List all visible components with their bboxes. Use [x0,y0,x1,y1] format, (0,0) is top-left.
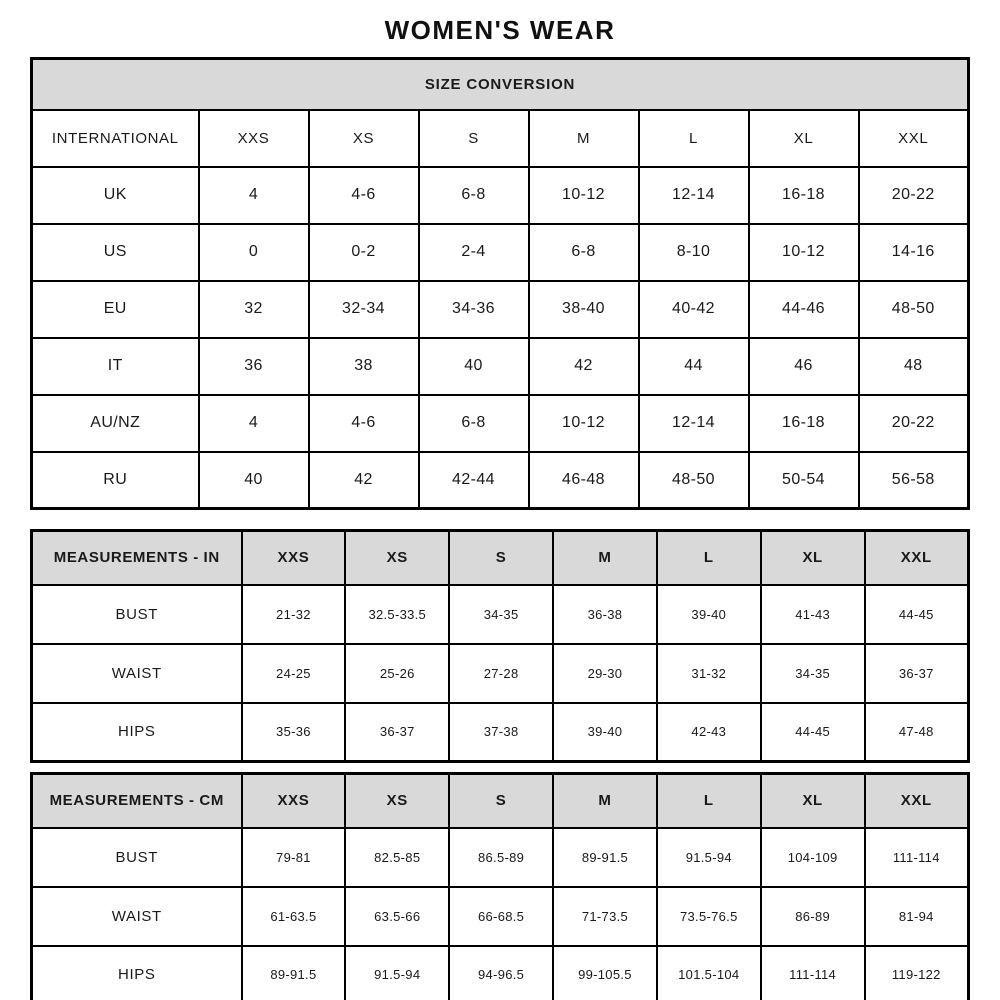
row-label-cell: WAIST [32,887,242,946]
value-cell: 14-16 [859,224,969,281]
value-cell: 38-40 [529,281,639,338]
size-header-cell: XL [761,774,865,828]
value-cell: 94-96.5 [449,946,553,1000]
value-cell: 42-43 [657,703,761,762]
table-row-waist-in [32,644,969,703]
value-cell: 20-22 [859,395,969,452]
row-label-cell: BUST [32,828,242,887]
row-label-cell: US [32,224,199,281]
value-cell: 12-14 [639,167,749,224]
measurements-cm-header-row [32,774,969,828]
measurements-in-header: MEASUREMENTS - IN [32,531,242,585]
table-row-hips-cm [32,946,969,1000]
size-header-row [32,110,969,167]
value-cell: 82.5-85 [345,828,449,887]
value-cell: 91.5-94 [345,946,449,1000]
value-cell: 40-42 [639,281,749,338]
table-row-us [32,224,969,281]
value-cell: 32 [199,281,309,338]
value-cell: 42 [309,452,419,509]
value-cell: 31-32 [657,644,761,703]
size-header-cell: XXL [865,531,969,585]
value-cell: 111-114 [865,828,969,887]
table-row-aunz [32,395,969,452]
value-cell: 89-91.5 [553,828,657,887]
value-cell: 48 [859,338,969,395]
table-row-eu [32,281,969,338]
value-cell: 46 [749,338,859,395]
size-header-cell: S [449,774,553,828]
size-header-cell: XL [749,110,859,167]
value-cell: 27-28 [449,644,553,703]
row-label-cell: UK [32,167,199,224]
value-cell: 4-6 [309,167,419,224]
value-cell: 0-2 [309,224,419,281]
measurements-in-header-row [32,531,969,585]
size-header-cell: XXS [242,531,346,585]
size-conversion-banner: SIZE CONVERSION [32,59,969,110]
value-cell: 4-6 [309,395,419,452]
row-label-cell: RU [32,452,199,509]
size-header-cell: XXS [199,110,309,167]
value-cell: 46-48 [529,452,639,509]
value-cell: 25-26 [345,644,449,703]
value-cell: 79-81 [242,828,346,887]
page-title: WOMEN'S WEAR [384,15,616,45]
table-row-bust-cm [32,828,969,887]
size-header-cell: S [419,110,529,167]
row-label-cell: AU/NZ [32,395,199,452]
value-cell: 36-38 [553,585,657,644]
value-cell: 0 [199,224,309,281]
table-row-waist-cm [32,887,969,946]
row-label-cell: IT [32,338,199,395]
measurements-cm-table [30,772,970,1000]
size-header-cell: M [553,531,657,585]
value-cell: 44-45 [865,585,969,644]
value-cell: 41-43 [761,585,865,644]
value-cell: 50-54 [749,452,859,509]
row-label-cell: HIPS [32,703,242,762]
value-cell: 104-109 [761,828,865,887]
value-cell: 40 [199,452,309,509]
measurements-in-table [30,529,970,763]
value-cell: 32-34 [309,281,419,338]
value-cell: 16-18 [749,167,859,224]
value-cell: 71-73.5 [553,887,657,946]
value-cell: 101.5-104 [657,946,761,1000]
value-cell: 111-114 [761,946,865,1000]
value-cell: 99-105.5 [553,946,657,1000]
value-cell: 44-46 [749,281,859,338]
value-cell: 10-12 [529,167,639,224]
column-header-international: INTERNATIONAL [32,110,199,167]
value-cell: 6-8 [419,167,529,224]
size-header-cell: L [657,531,761,585]
value-cell: 81-94 [865,887,969,946]
value-cell: 35-36 [242,703,346,762]
size-header-cell: XL [761,531,865,585]
value-cell: 12-14 [639,395,749,452]
value-cell: 42-44 [419,452,529,509]
value-cell: 42 [529,338,639,395]
size-header-cell: XS [345,774,449,828]
value-cell: 48-50 [859,281,969,338]
value-cell: 119-122 [865,946,969,1000]
value-cell: 36 [199,338,309,395]
value-cell: 86-89 [761,887,865,946]
table-row-ru [32,452,969,509]
value-cell: 56-58 [859,452,969,509]
value-cell: 21-32 [242,585,346,644]
value-cell: 36-37 [345,703,449,762]
value-cell: 63.5-66 [345,887,449,946]
value-cell: 61-63.5 [242,887,346,946]
value-cell: 73.5-76.5 [657,887,761,946]
size-header-cell: XS [345,531,449,585]
value-cell: 2-4 [419,224,529,281]
row-label-cell: WAIST [32,644,242,703]
value-cell: 34-36 [419,281,529,338]
value-cell: 4 [199,167,309,224]
value-cell: 86.5-89 [449,828,553,887]
measurements-cm-header: MEASUREMENTS - CM [32,774,242,828]
size-header-cell: XXS [242,774,346,828]
value-cell: 40 [419,338,529,395]
table-banner-row [32,59,969,110]
value-cell: 6-8 [419,395,529,452]
size-header-cell: M [553,774,657,828]
size-header-cell: XXL [859,110,969,167]
value-cell: 16-18 [749,395,859,452]
value-cell: 20-22 [859,167,969,224]
section-gap [0,510,1000,520]
value-cell: 38 [309,338,419,395]
value-cell: 47-48 [865,703,969,762]
size-conversion-table [30,57,970,510]
value-cell: 37-38 [449,703,553,762]
value-cell: 34-35 [449,585,553,644]
table-row-it [32,338,969,395]
value-cell: 10-12 [529,395,639,452]
value-cell: 32.5-33.5 [345,585,449,644]
value-cell: 39-40 [657,585,761,644]
row-label-cell: HIPS [32,946,242,1000]
value-cell: 89-91.5 [242,946,346,1000]
value-cell: 66-68.5 [449,887,553,946]
row-label-cell: BUST [32,585,242,644]
value-cell: 29-30 [553,644,657,703]
value-cell: 4 [199,395,309,452]
table-row-bust-in [32,585,969,644]
value-cell: 8-10 [639,224,749,281]
size-header-cell: M [529,110,639,167]
size-header-cell: S [449,531,553,585]
value-cell: 36-37 [865,644,969,703]
table-row-hips-in [32,703,969,762]
value-cell: 39-40 [553,703,657,762]
value-cell: 48-50 [639,452,749,509]
value-cell: 91.5-94 [657,828,761,887]
row-label-cell: EU [32,281,199,338]
value-cell: 6-8 [529,224,639,281]
value-cell: 44-45 [761,703,865,762]
value-cell: 34-35 [761,644,865,703]
value-cell: 24-25 [242,644,346,703]
size-header-cell: L [657,774,761,828]
table-row-uk [32,167,969,224]
value-cell: 44 [639,338,749,395]
size-conversion-section [0,57,1000,510]
value-cell: 10-12 [749,224,859,281]
size-header-cell: XS [309,110,419,167]
size-header-cell: L [639,110,749,167]
size-header-cell: XXL [865,774,969,828]
